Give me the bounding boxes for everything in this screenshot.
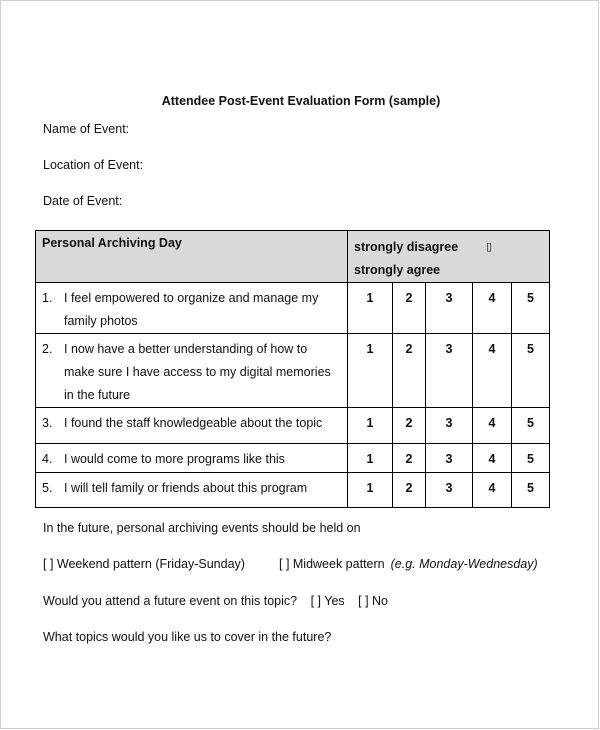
- row-statement: I would come to more programs like this: [64, 452, 285, 466]
- row-statement: I feel empowered to organize and manage my family photos: [64, 291, 319, 328]
- rating-2[interactable]: 2: [393, 408, 426, 444]
- rating-3[interactable]: 3: [426, 473, 473, 508]
- rating-5[interactable]: 5: [512, 283, 550, 334]
- row-number: 2.: [42, 342, 53, 356]
- topics-question: What topics would you like us to cover in the future?: [43, 630, 332, 644]
- form-title: Attendee Post-Event Evaluation Form (sample): [161, 94, 441, 108]
- weekend-pattern-option[interactable]: [ ] Weekend pattern (Friday-Sunday): [43, 557, 245, 571]
- rating-5[interactable]: 5: [512, 334, 550, 408]
- row-number: 1.: [42, 291, 53, 305]
- rating-3[interactable]: 3: [426, 283, 473, 334]
- rating-2[interactable]: 2: [393, 473, 426, 508]
- row-statement: I found the staff knowledgeable about the topic: [64, 416, 323, 430]
- attend-question-line: [43, 594, 388, 608]
- rating-5[interactable]: 5: [512, 473, 550, 508]
- rating-5[interactable]: 5: [512, 408, 550, 444]
- scale-low-label: strongly disagree: [354, 240, 459, 254]
- table-row: [36, 334, 550, 408]
- table-header-title: Personal Archiving Day: [36, 231, 348, 283]
- rating-2[interactable]: 2: [393, 444, 426, 473]
- row-statement: I now have a better understanding of how to make sure I have access to my digital memories in the future: [64, 342, 331, 402]
- midweek-pattern-option[interactable]: [ ] Midweek pattern: [279, 557, 385, 571]
- row-number: 5.: [42, 481, 53, 495]
- rating-3[interactable]: 3: [426, 444, 473, 473]
- evaluation-table: [35, 230, 550, 508]
- rating-1[interactable]: 1: [348, 334, 393, 408]
- rating-4[interactable]: 4: [473, 473, 512, 508]
- rating-3[interactable]: 3: [426, 334, 473, 408]
- table-row: [36, 444, 550, 473]
- rating-1[interactable]: 1: [348, 444, 393, 473]
- rating-4[interactable]: 4: [473, 408, 512, 444]
- rating-3[interactable]: 3: [426, 408, 473, 444]
- rating-4[interactable]: 4: [473, 334, 512, 408]
- future-events-question: In the future, personal archiving events should be held on: [43, 521, 361, 535]
- rating-1[interactable]: 1: [348, 408, 393, 444]
- rating-2[interactable]: 2: [393, 334, 426, 408]
- table-row: [36, 408, 550, 444]
- rating-1[interactable]: 1: [348, 283, 393, 334]
- event-location-field: Location of Event:: [43, 158, 144, 172]
- table-row: [36, 473, 550, 508]
- attend-yes-option[interactable]: [ ] Yes: [310, 594, 345, 608]
- row-number: 4.: [42, 452, 53, 466]
- midweek-example: (e.g. Monday-Wednesday): [390, 557, 538, 571]
- event-date-field: Date of Event:: [43, 194, 123, 208]
- event-name-field: Name of Event:: [43, 122, 130, 136]
- table-header-scale: [348, 231, 550, 283]
- row-statement: I will tell family or friends about this program: [64, 481, 308, 495]
- pattern-options: [43, 557, 538, 571]
- attend-question: Would you attend a future event on this topic?: [43, 594, 298, 608]
- rating-5[interactable]: 5: [512, 444, 550, 473]
- rating-4[interactable]: 4: [473, 444, 512, 473]
- attend-no-option[interactable]: [ ] No: [358, 594, 389, 608]
- scale-high-label: strongly agree: [354, 263, 441, 277]
- arrow-placeholder-icon: ▯: [486, 241, 493, 253]
- rating-1[interactable]: 1: [348, 473, 393, 508]
- table-header-row: [36, 231, 550, 283]
- rating-4[interactable]: 4: [473, 283, 512, 334]
- row-number: 3.: [42, 416, 53, 430]
- table-row: [36, 283, 550, 334]
- rating-2[interactable]: 2: [393, 283, 426, 334]
